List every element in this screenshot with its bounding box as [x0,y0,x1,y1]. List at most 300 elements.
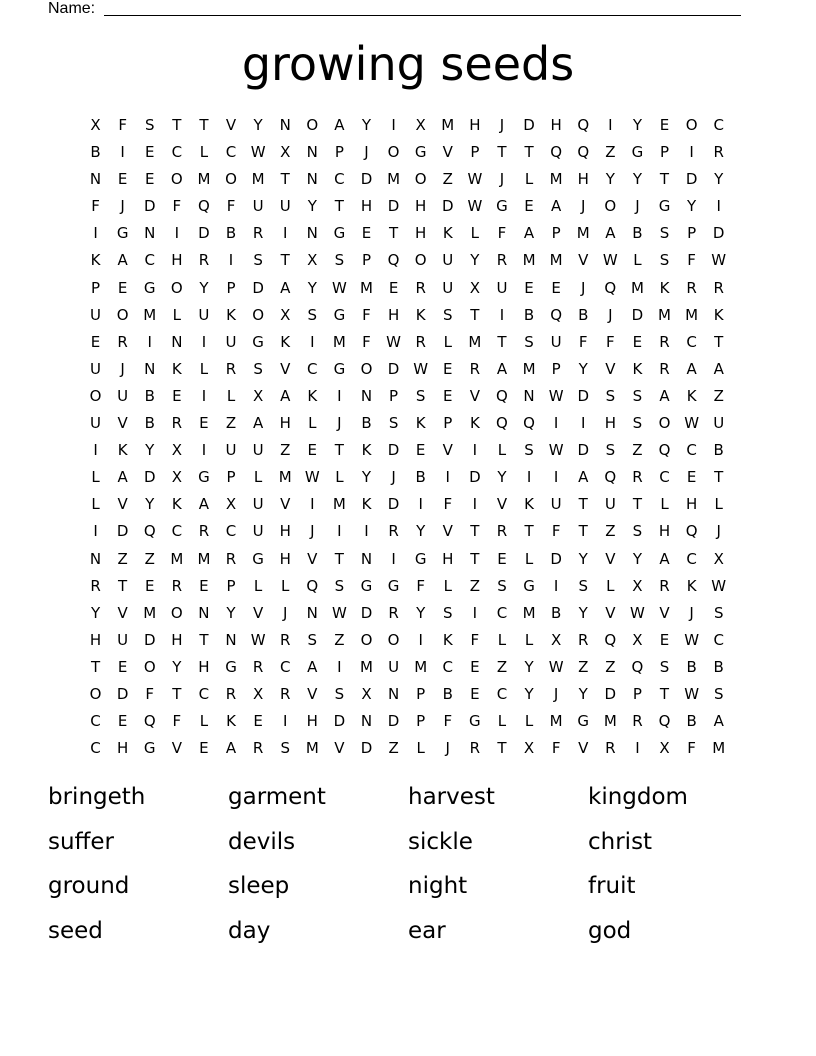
grid-letter: R [659,359,670,378]
grid-letter: S [659,224,670,243]
grid-letter: Z [388,739,399,758]
grid-letter: F [687,251,696,270]
grid-letter: J [608,305,613,324]
grid-letter: U [90,359,102,378]
grid-letter: M [332,332,346,351]
grid-letter: I [526,468,532,487]
grid-letter: Y [632,170,642,189]
grid-letter: J [337,414,342,433]
grid-letter: E [144,170,155,189]
grid-letter: V [171,739,182,758]
grid-letter: Y [361,468,372,487]
grid-letter: A [334,116,345,134]
grid-letter: R [415,332,426,351]
grid-letter: X [632,630,643,649]
grid-letter: Y [90,603,101,622]
grid-letter: F [91,197,100,216]
grid-letter: Z [334,630,345,649]
grid-letter: I [553,468,559,487]
grid-letter: S [713,684,724,703]
grid-letter: M [387,170,401,189]
grid-letter: O [170,170,183,189]
grid-letter: R [496,251,508,270]
grid-letter: E [199,576,209,595]
grid-letter: P [334,143,344,162]
grid-letter: N [225,630,237,649]
grid-letter: R [225,684,237,703]
grid-letter: M [360,278,373,297]
grid-letter: M [685,305,699,324]
grid-row [82,329,732,356]
grid-letter: T [497,143,507,162]
grid-letter: Q [577,116,590,134]
grid-letter: O [170,278,183,297]
grid-letter: L [443,332,452,351]
grid-letter: Q [306,576,319,595]
grid-letter: A [713,712,724,731]
grid-letter: Y [714,170,724,189]
grid-letter: D [387,712,400,731]
grid-letter: Y [253,116,263,134]
grid-letter: V [442,441,453,460]
grid-letter: K [415,414,426,433]
grid-letter: I [337,657,342,676]
grid-letter: K [415,305,426,324]
grid-letter: L [199,359,209,378]
grid-letter: Q [143,522,156,541]
grid-letter: B [415,468,426,487]
word-list-item: ear [408,917,446,944]
grid-letter: S [659,251,670,270]
grid-letter: M [712,739,726,758]
grid-letter: M [414,657,428,676]
grid-letter: U [713,414,725,433]
grid-letter: Y [470,251,480,270]
grid-letter: O [306,116,319,134]
grid-letter: T [578,522,588,541]
grid-letter: K [686,386,697,405]
grid-letter: L [497,712,507,731]
grid-letter: L [199,143,209,162]
grid-letter: U [496,278,508,297]
grid-letter: K [171,359,182,378]
grid-letter: Z [632,441,643,460]
grid-letter: X [415,116,426,134]
grid-letter: S [388,414,399,433]
grid-letter: N [360,549,373,568]
grid-letter: L [281,576,290,595]
grid-letter: R [252,224,264,243]
grid-letter: L [497,630,507,649]
grid-letter: U [225,441,237,460]
grid-letter: L [524,549,534,568]
grid-letter: R [279,630,291,649]
grid-letter: I [553,414,559,433]
grid-row [82,464,732,491]
grid-letter: B [144,386,155,405]
grid-letter: M [630,278,644,297]
grid-letter: R [713,143,724,162]
grid-letter: H [279,414,291,433]
name-underline [104,15,741,16]
word-list-item: ground [48,873,130,899]
grid-letter: I [472,603,478,622]
grid-letter: O [143,657,156,676]
grid-letter: M [603,712,617,731]
grid-letter: O [658,414,671,433]
grid-letter: Z [225,414,237,433]
grid-letter: X [659,739,670,758]
grid-letter: K [361,495,372,514]
grid-letter: T [578,495,588,514]
grid-letter: I [120,143,125,162]
grid-letter: L [91,468,100,487]
grid-letter: G [360,576,373,595]
grid-letter: F [443,712,453,731]
grid-letter: R [659,332,670,351]
grid-letter: R [659,576,670,595]
grid-letter: Z [605,657,616,676]
grid-letter: N [89,549,102,568]
grid-letter: T [334,549,344,568]
grid-letter: N [279,116,291,134]
grid-letter: C [713,116,724,134]
grid-letter: O [89,386,102,405]
grid-letter: G [631,143,644,162]
grid-letter: J [282,603,288,622]
grid-letter: P [551,224,561,243]
word-list-item: day [228,917,271,944]
grid-letter: J [499,116,505,134]
grid-letter: F [443,495,453,514]
grid-letter: F [416,576,425,595]
grid-letter: S [524,441,534,460]
grid-letter: T [90,657,101,676]
grid-letter: H [442,549,454,568]
grid-letter: N [89,170,102,189]
grid-letter: W [250,630,266,649]
grid-letter: W [602,251,618,270]
grid-letter: E [659,116,670,134]
word-list-item: sleep [228,873,290,899]
grid-letter: D [143,630,156,649]
grid-letter: T [388,224,399,243]
grid-letter: H [279,522,291,541]
grid-letter: K [171,495,182,514]
grid-letter: R [713,278,724,297]
grid-letter: O [360,359,373,378]
grid-letter: M [143,603,157,622]
grid-letter: Y [687,197,697,216]
grid-letter: D [387,441,400,460]
grid-letter: Q [550,143,563,162]
grid-letter: V [469,386,480,405]
grid-letter: Y [605,170,615,189]
grid-letter: Y [416,522,426,541]
grid-letter: H [415,197,427,216]
word-list-item: fruit [588,873,636,899]
grid-row [82,410,732,437]
grid-letter: G [387,576,400,595]
grid-row [82,627,732,654]
grid-letter: S [632,386,643,405]
grid-letter: X [171,468,182,487]
grid-letter: C [171,143,183,162]
grid-letter: D [387,197,400,216]
grid-letter: Z [442,170,453,189]
grid-letter: V [117,495,128,514]
grid-letter: A [578,468,589,487]
grid-letter: C [225,522,237,541]
grid-letter: E [443,359,453,378]
grid-letter: J [716,522,721,541]
grid-row [82,220,732,247]
grid-letter: P [416,684,426,703]
grid-row [82,112,732,139]
grid-letter: I [201,441,207,460]
grid-letter: J [689,603,694,622]
grid-letter: L [91,495,100,514]
grid-letter: I [608,116,613,134]
grid-letter: G [252,549,264,568]
grid-letter: A [117,251,128,270]
grid-letter: Q [604,278,617,297]
grid-letter: D [360,603,373,622]
grid-letter: W [548,657,564,676]
grid-letter: I [418,630,423,649]
grid-letter: B [713,657,724,676]
grid-letter: I [337,386,342,405]
grid-letter: L [470,224,480,243]
grid-letter: R [117,332,128,351]
grid-letter: R [469,359,481,378]
grid-letter: X [551,630,562,649]
word-list-item: sickle [408,828,473,855]
grid-letter: C [686,332,697,351]
grid-letter: B [550,603,562,622]
grid-letter: U [604,495,616,514]
grid-letter: Q [550,305,563,324]
grid-letter: G [496,197,508,216]
grid-letter: V [605,603,616,622]
grid-row [82,518,732,545]
grid-row [82,600,732,627]
grid-letter: F [172,712,182,731]
grid-letter: S [605,441,616,460]
grid-letter: X [713,549,724,568]
grid-letter: C [496,684,508,703]
grid-letter: U [198,305,210,324]
grid-letter: K [117,441,128,460]
grid-letter: U [225,332,237,351]
grid-letter: Y [307,278,317,297]
grid-letter: M [170,549,184,568]
grid-letter: I [391,116,396,134]
grid-letter: D [143,468,156,487]
grid-letter: P [226,468,236,487]
grid-letter: T [280,170,290,189]
grid-letter: X [307,251,318,270]
grid-letter: W [467,197,483,216]
grid-letter: I [445,468,450,487]
grid-letter: B [523,305,535,324]
grid-letter: A [496,359,508,378]
grid-letter: Y [578,603,588,622]
grid-letter: I [228,251,234,270]
grid-letter: W [684,684,700,703]
grid-letter: O [116,305,129,324]
grid-letter: K [442,630,453,649]
grid-letter: W [630,603,645,622]
grid-letter: M [468,332,482,351]
grid-letter: Z [280,441,291,460]
grid-letter: R [469,739,481,758]
grid-letter: R [225,359,237,378]
grid-letter: W [548,386,564,405]
grid-letter: Y [578,549,588,568]
grid-letter: H [117,739,129,758]
grid-letter: Z [469,576,480,595]
grid-letter: B [90,143,101,162]
grid-letter: T [470,549,480,568]
grid-letter: S [659,657,670,676]
grid-letter: V [605,549,616,568]
grid-letter: E [144,143,155,162]
grid-letter: S [307,305,318,324]
grid-letter: H [171,630,183,649]
grid-letter: F [606,332,615,351]
grid-letter: M [549,170,563,189]
grid-letter: R [252,657,264,676]
grid-letter: E [470,684,480,703]
grid-letter: Q [496,414,508,433]
grid-letter: U [90,305,102,324]
grid-letter: A [307,657,318,676]
grid-letter: K [361,441,372,460]
grid-letter: C [686,441,697,460]
grid-letter: E [307,441,318,460]
grid-letter: Q [631,657,644,676]
grid-letter: Y [145,495,155,514]
grid-letter: Y [524,684,534,703]
grid-letter: I [716,197,721,216]
grid-letter: D [252,278,264,297]
grid-letter: U [279,197,291,216]
word-list-item: kingdom [588,784,688,810]
grid-letter: W [304,468,320,487]
grid-letter: D [577,441,590,460]
grid-letter: E [443,386,453,405]
grid-row [82,302,732,329]
grid-letter: F [362,332,371,351]
grid-letter: D [198,224,210,243]
grid-letter: X [252,684,264,703]
grid-letter: Q [496,386,508,405]
grid-letter: U [388,657,400,676]
grid-letter: E [117,170,128,189]
grid-letter: W [250,143,266,162]
grid-letter: J [310,522,315,541]
grid-letter: W [711,576,727,595]
grid-letter: N [171,332,183,351]
grid-letter: I [201,386,207,405]
grid-letter: E [524,197,534,216]
grid-letter: R [198,522,210,541]
grid-letter: A [659,386,670,405]
grid-letter: T [714,468,724,487]
grid-letter: U [442,251,454,270]
grid-letter: P [416,712,426,731]
grid-letter: E [199,739,209,758]
grid-letter: O [414,170,427,189]
grid-letter: D [360,739,373,758]
grid-row [82,546,732,573]
grid-letter: P [659,143,670,162]
grid-letter: Y [145,441,155,460]
grid-letter: Z [713,386,724,405]
grid-letter: T [470,522,480,541]
grid-letter: Y [361,116,372,134]
grid-letter: F [497,224,507,243]
grid-letter: U [252,495,264,514]
grid-letter: D [631,305,644,324]
grid-letter: G [577,712,590,731]
grid-letter: I [93,522,98,541]
grid-letter: N [198,603,210,622]
grid-letter: Q [685,522,698,541]
grid-letter: Z [605,143,616,162]
grid-letter: C [90,739,101,758]
grid-letter: H [577,170,589,189]
grid-letter: I [93,224,98,243]
grid-letter: J [581,197,586,216]
grid-letter: N [360,386,373,405]
grid-letter: Q [604,630,617,649]
grid-letter: J [499,170,505,189]
grid-letter: L [606,576,615,595]
grid-letter: T [334,441,344,460]
grid-letter: Q [604,468,617,487]
grid-letter: G [143,278,156,297]
grid-letter: G [252,332,264,351]
grid-letter: R [388,603,399,622]
grid-letter: Y [199,278,209,297]
grid-letter: P [551,359,561,378]
grid-letter: T [632,495,642,514]
grid-letter: A [713,359,724,378]
grid-letter: K [659,278,670,297]
grid-letter: V [605,359,616,378]
grid-letter: E [361,224,372,243]
grid-row [82,654,732,681]
grid-letter: B [361,414,372,433]
grid-letter: D [387,495,400,514]
grid-letter: N [387,684,400,703]
grid-letter: N [306,143,318,162]
grid-letter: F [118,116,127,134]
grid-letter: Y [416,603,426,622]
grid-letter: T [118,576,128,595]
grid-letter: L [524,170,534,189]
grid-letter: U [90,414,102,433]
grid-letter: W [386,332,401,351]
grid-letter: A [225,739,237,758]
grid-letter: L [714,495,723,514]
grid-row [82,139,732,166]
grid-letter: M [522,359,536,378]
grid-letter: G [116,224,129,243]
grid-letter: I [391,549,396,568]
